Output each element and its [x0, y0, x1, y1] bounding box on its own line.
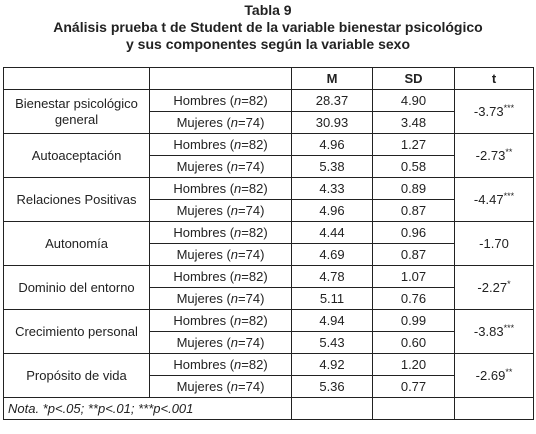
group-n-symbol: n [230, 379, 239, 394]
mean-cell: 4.78 [292, 266, 373, 288]
group-n-symbol: n [234, 93, 242, 108]
group-label: Hombres [173, 313, 227, 328]
variable-cell: Propósito de vida [4, 354, 150, 398]
table-row [4, 222, 534, 244]
group-n-symbol: n [234, 269, 242, 284]
mean-cell: 4.96 [292, 200, 373, 222]
variable-cell: Relaciones Positivas [4, 178, 150, 222]
group-n-symbol: n [234, 313, 242, 328]
group-n-symbol: n [234, 357, 242, 372]
sd-cell: 4.90 [373, 90, 455, 112]
t-value-cell [455, 310, 534, 354]
sd-cell: 3.48 [373, 112, 455, 134]
results-table [3, 67, 534, 420]
table-row [4, 90, 534, 112]
table-title-line-1: Análisis prueba t de Student de la variable bienestar psicológico [53, 19, 483, 35]
group-count: =82 [241, 137, 264, 152]
group-label: Mujeres [176, 247, 223, 262]
group-count: =74 [238, 115, 261, 130]
group-count: =74 [238, 291, 261, 306]
group-n-symbol: n [230, 335, 239, 350]
group-cell: Mujeres (n=74) [150, 200, 292, 222]
header-m: M [292, 68, 373, 90]
table-note: Nota. *p<.05; **p<.01; ***p<.001 [4, 398, 292, 420]
t-value: -1.70 [479, 235, 509, 251]
mean-cell: 4.33 [292, 178, 373, 200]
group-label: Hombres [173, 137, 227, 152]
t-value-cell [455, 266, 534, 310]
table-caption [0, 2, 536, 53]
sd-cell: 0.77 [373, 376, 455, 398]
t-value: -4.47 [473, 191, 504, 207]
group-n-symbol: n [230, 291, 239, 306]
group-label: Mujeres [176, 379, 223, 394]
mean-cell: 5.11 [292, 288, 373, 310]
significance-stars: *** [503, 322, 515, 333]
sd-cell: 0.60 [373, 332, 455, 354]
table-body [4, 90, 534, 398]
group-cell: Mujeres (n=74) [150, 112, 292, 134]
group-label: Hombres [173, 93, 227, 108]
group-count: =74 [238, 379, 261, 394]
header-variable [4, 68, 150, 90]
sd-cell: 0.99 [373, 310, 455, 332]
significance-stars: * [507, 278, 511, 289]
group-count: =82 [241, 313, 264, 328]
group-count: =74 [238, 335, 261, 350]
group-n-symbol: n [234, 137, 242, 152]
group-count: =74 [238, 247, 261, 262]
group-count: =82 [241, 93, 264, 108]
group-count: =74 [238, 203, 261, 218]
group-cell: Mujeres (n=74) [150, 156, 292, 178]
table-row [4, 266, 534, 288]
sd-cell: 0.76 [373, 288, 455, 310]
sd-cell: 1.27 [373, 134, 455, 156]
mean-cell: 30.93 [292, 112, 373, 134]
header-group [150, 68, 292, 90]
t-value: -2.27 [477, 279, 508, 295]
significance-stars: *** [503, 190, 515, 201]
t-value: -3.73 [473, 103, 504, 119]
group-cell: Hombres (n=82) [150, 354, 292, 376]
table-row [4, 310, 534, 332]
sd-cell: 0.58 [373, 156, 455, 178]
group-cell: Mujeres (n=74) [150, 332, 292, 354]
table-title-line-2: y sus componentes según la variable sexo [126, 36, 410, 52]
mean-cell: 4.96 [292, 134, 373, 156]
group-label: Hombres [173, 357, 227, 372]
table-row [4, 134, 534, 156]
table-number: Tabla 9 [244, 2, 292, 18]
mean-cell: 4.94 [292, 310, 373, 332]
group-n-symbol: n [230, 159, 239, 174]
group-n-symbol: n [230, 203, 239, 218]
mean-cell: 5.43 [292, 332, 373, 354]
note-empty-cell [455, 398, 534, 420]
group-count: =82 [241, 269, 264, 284]
group-cell: Hombres (n=82) [150, 266, 292, 288]
table-row [4, 178, 534, 200]
group-count: =74 [238, 159, 261, 174]
mean-cell: 4.44 [292, 222, 373, 244]
group-n-symbol: n [234, 225, 242, 240]
sd-cell: 1.20 [373, 354, 455, 376]
sd-cell: 0.89 [373, 178, 455, 200]
note-empty-cell [373, 398, 455, 420]
group-cell: Hombres (n=82) [150, 222, 292, 244]
sd-cell: 1.07 [373, 266, 455, 288]
significance-stars: ** [505, 366, 513, 377]
t-value-cell [455, 222, 534, 266]
header-row [4, 68, 534, 90]
mean-cell: 28.37 [292, 90, 373, 112]
mean-cell: 5.36 [292, 376, 373, 398]
group-label: Hombres [173, 269, 227, 284]
group-cell: Hombres (n=82) [150, 178, 292, 200]
group-cell: Hombres (n=82) [150, 90, 292, 112]
group-count: =82 [241, 225, 264, 240]
t-value-cell [455, 354, 534, 398]
sd-cell: 0.87 [373, 200, 455, 222]
group-n-symbol: n [230, 115, 239, 130]
sd-cell: 0.87 [373, 244, 455, 266]
note-row [4, 398, 534, 420]
group-label: Hombres [173, 225, 227, 240]
group-label: Mujeres [176, 291, 223, 306]
group-n-symbol: n [230, 247, 239, 262]
group-count: =82 [241, 357, 264, 372]
group-n-symbol: n [234, 181, 242, 196]
variable-cell: Bienestar psicológico general [4, 90, 150, 134]
note-empty-cell [292, 398, 373, 420]
significance-stars: *** [503, 102, 515, 113]
group-label: Mujeres [176, 203, 223, 218]
t-value-cell [455, 178, 534, 222]
mean-cell: 4.69 [292, 244, 373, 266]
group-label: Mujeres [176, 115, 223, 130]
variable-cell: Autoaceptación [4, 134, 150, 178]
variable-cell: Dominio del entorno [4, 266, 150, 310]
t-value-cell [455, 90, 534, 134]
t-value: -2.69 [475, 367, 506, 383]
group-cell: Hombres (n=82) [150, 134, 292, 156]
group-label: Hombres [173, 181, 227, 196]
table-row [4, 354, 534, 376]
header-sd: SD [373, 68, 455, 90]
group-label: Mujeres [176, 335, 223, 350]
significance-stars: ** [505, 146, 513, 157]
t-value: -3.83 [473, 323, 504, 339]
sd-cell: 0.96 [373, 222, 455, 244]
t-value-cell [455, 134, 534, 178]
mean-cell: 5.38 [292, 156, 373, 178]
header-t: t [455, 68, 534, 90]
t-value: -2.73 [475, 147, 506, 163]
group-cell: Hombres (n=82) [150, 310, 292, 332]
group-count: =82 [241, 181, 264, 196]
variable-cell: Autonomía [4, 222, 150, 266]
group-cell: Mujeres (n=74) [150, 376, 292, 398]
group-cell: Mujeres (n=74) [150, 244, 292, 266]
group-label: Mujeres [176, 159, 223, 174]
variable-cell: Crecimiento personal [4, 310, 150, 354]
mean-cell: 4.92 [292, 354, 373, 376]
group-cell: Mujeres (n=74) [150, 288, 292, 310]
